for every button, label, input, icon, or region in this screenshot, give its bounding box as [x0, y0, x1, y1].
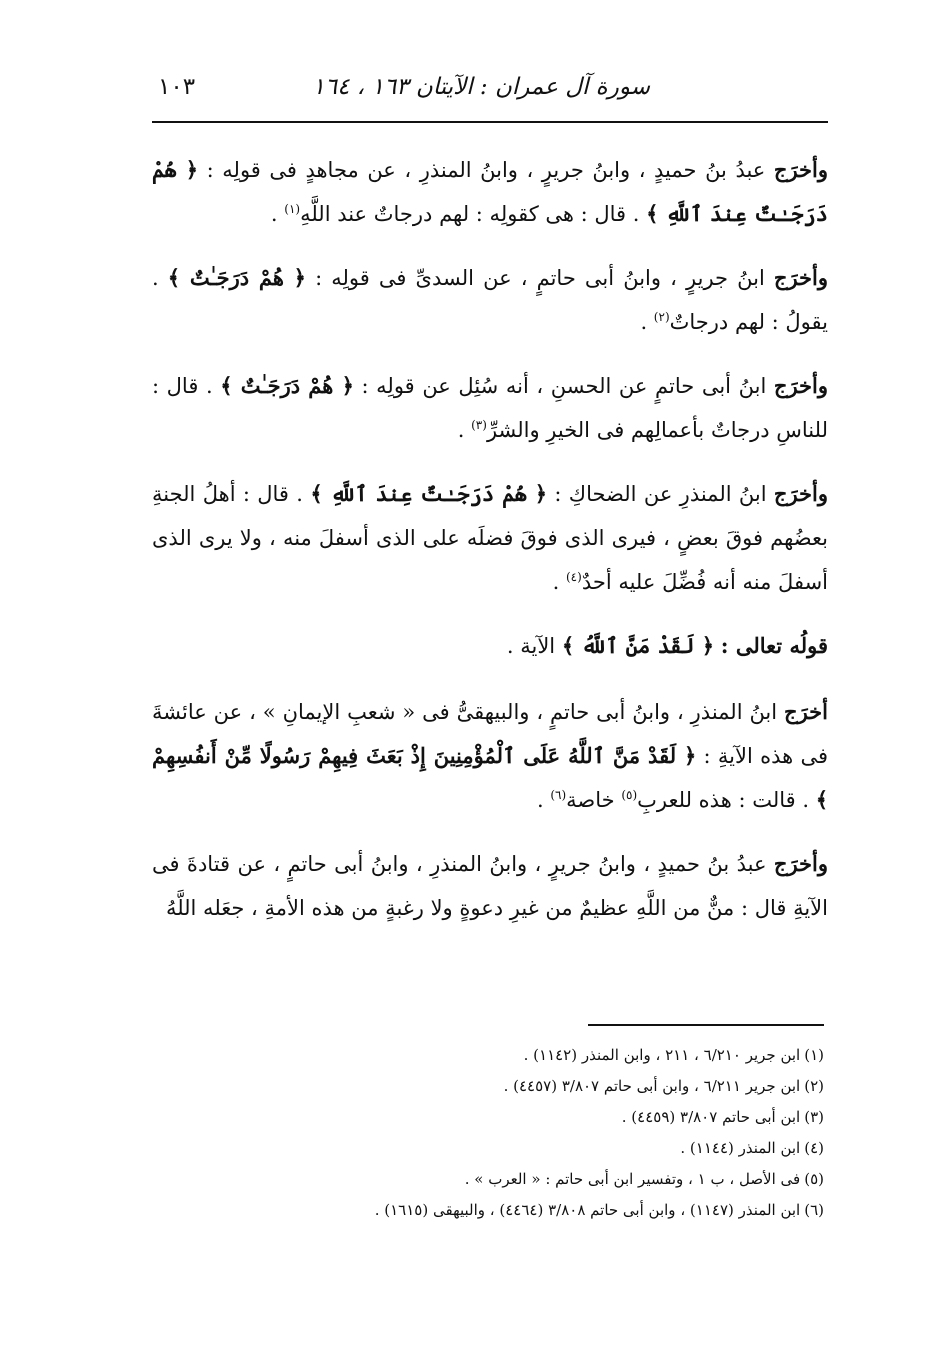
footnote-text: ابن المنذر (١١٤٤) . — [680, 1139, 801, 1157]
paragraph-3 — [152, 364, 828, 452]
footnote-text: ابن جرير ٦/٢١٠ ، ٢١١ ، وابن المنذر (١١٤٢) . — [523, 1046, 801, 1064]
footnote-number: (٥) — [804, 1170, 824, 1188]
paragraph-lead: وأخرَج — [773, 157, 828, 182]
paragraph-lead: وأخرَج — [773, 481, 828, 506]
footnote-number: (٢) — [804, 1077, 824, 1095]
paragraph-text: . يقولُ : لهم درجاتٌ — [152, 266, 828, 334]
header-rule — [152, 121, 828, 123]
footnote-3 — [152, 1102, 824, 1133]
paragraph-text: . قال : هى كقولِه : لهم درجاتٌ عند اللَّهِ — [300, 202, 647, 226]
paragraph-text: عبدُ بنُ حميدٍ ، وابنُ جريرٍ ، وابنُ المنذرِ ، عن مجاهدٍ فى قولِه : — [198, 158, 774, 182]
footnote-1 — [152, 1040, 824, 1071]
footnote-text: ابن أبى حاتم ٣/٨٠٧ (٤٤٥٩) . — [621, 1108, 801, 1126]
paragraph-lead: وأخرَج — [773, 851, 828, 876]
footnote-4 — [152, 1133, 824, 1164]
quran-verse: ﴿ لَقَدْ مَنَّ ٱللَّهُ ﴾ — [561, 633, 715, 658]
paragraph-text: . قال : للناسِ درجاتٌ بأعمالِهم فى الخيرِ والشرِّ — [152, 374, 828, 442]
footnote-number: (٦) — [804, 1201, 824, 1219]
footnote-text: ابن جرير ٦/٢١١ ، وابن أبى حاتم ٣/٨٠٧ (٤٤٥٧) . — [503, 1077, 801, 1095]
footnote-ref: (١) — [284, 202, 301, 216]
paragraph-4 — [152, 472, 828, 604]
running-header — [152, 70, 828, 114]
quran-verse: ﴿ هُمْ دَرَجَـٰتٌ ﴾ — [220, 373, 354, 398]
paragraph-text: خاصة — [566, 788, 622, 812]
paragraph-end: . — [640, 310, 654, 334]
verse-heading-label: قولُه تعالى : — [720, 633, 828, 658]
footnotes — [152, 1040, 824, 1226]
footnote-rule — [588, 1024, 824, 1026]
footnote-ref: (٥) — [621, 788, 638, 802]
footnote-5 — [152, 1164, 824, 1195]
footnote-ref: (٤) — [565, 570, 582, 584]
paragraph-lead: أخرَج — [784, 699, 828, 724]
footnote-number: (٤) — [804, 1139, 824, 1157]
paragraph-7 — [152, 842, 828, 930]
footnote-number: (١) — [804, 1046, 824, 1064]
main-text — [152, 148, 828, 950]
header-title: سورة آل عمران : الآيتان ١٦٣ ، ١٦٤ — [312, 74, 650, 100]
verse-heading — [152, 624, 828, 668]
paragraph-end: . — [536, 788, 551, 812]
paragraph-text: . قال : أهلُ الجنةِ بعضُهم فوقَ بعضٍ ، فيرى الذى فوقَ فضلَه على الذى أسفلَ منه ، ولا يرى الذى أسفلَ منه أنه فُضِّلَ عليه أحدٌ — [152, 482, 828, 594]
paragraph-text: ابنُ أبى حاتمٍ عن الحسنِ ، أنه سُئِل عن قولِه : — [353, 374, 774, 398]
paragraph-text: ابنُ المنذرِ عن الضحاكِ : — [547, 482, 774, 506]
paragraph-text: ابنُ المنذرِ ، وابنُ أبى حاتمٍ ، والبيهقىُّ فى « شعبِ الإيمانِ » ، عن عائشةَ فى هذه الآيةِ : — [152, 700, 828, 768]
paragraph-text: الآية . — [506, 634, 562, 658]
paragraph-lead: وأخرَج — [773, 373, 828, 398]
quran-verse: ﴿ هُمْ دَرَجَـٰتٌ ﴾ — [167, 265, 306, 290]
paragraph-6 — [152, 690, 828, 822]
footnote-ref: (٢) — [653, 310, 670, 324]
paragraph-text: . قالت : هذه للعربِ — [637, 788, 816, 812]
paragraph-lead: وأخرَج — [773, 265, 829, 290]
footnote-2 — [152, 1071, 824, 1102]
quran-verse: ﴿ هُمْ دَرَجَـٰتٌ عِندَ ٱللَّهِ ﴾ — [310, 481, 548, 506]
page-number: ١٠٣ — [158, 74, 196, 100]
paragraph-2 — [152, 256, 828, 344]
paragraph-end: . — [552, 570, 566, 594]
paragraph-text — [714, 634, 721, 658]
quran-verse: ﴿ لَقَدْ مَنَّ ٱللَّهُ عَلَى ٱلْمُؤْمِنِينَ إِذْ بَعَثَ فِيهِمْ رَسُولًا مِّنْ أَنفُسِهِمْ ﴾ — [152, 743, 828, 812]
paragraph-end: . — [270, 202, 285, 226]
paragraph-1 — [152, 148, 828, 236]
footnote-text: ابن المنذر (١١٤٧) ، وابن أبى حاتم ٣/٨٠٨ (٤٤٦٤) ، والبيهقى (١٦١٥) . — [374, 1201, 801, 1219]
footnote-6 — [152, 1195, 824, 1226]
paragraph-text: ابنُ جريرٍ ، وابنُ أبى حاتمٍ ، عن السدىِّ فى قولِه : — [305, 266, 774, 290]
paragraph-text: عبدُ بنُ حميدٍ ، وابنُ جريرٍ ، وابنُ المنذرِ ، وابنُ أبى حاتمٍ ، عن قتادةَ فى الآيةِ قال : منٌّ من اللَّهِ عظيمٌ من غيرِ دعوةٍ ولا رغبةٍ من هذه الأمةِ ، جعَله اللَّهُ — [152, 852, 828, 920]
footnote-ref: (٣) — [471, 418, 487, 432]
footnote-text: فى الأصل ، ب ١ ، وتفسير ابن أبى حاتم : « العرب » . — [464, 1170, 801, 1188]
quran-verse: ﴿ هُمْ دَرَجَـٰتٌ عِندَ ٱللَّهِ ﴾ — [152, 157, 828, 226]
paragraph-end: . — [457, 418, 472, 442]
footnote-number: (٣) — [804, 1108, 824, 1126]
footnote-ref: (٦) — [550, 788, 567, 802]
